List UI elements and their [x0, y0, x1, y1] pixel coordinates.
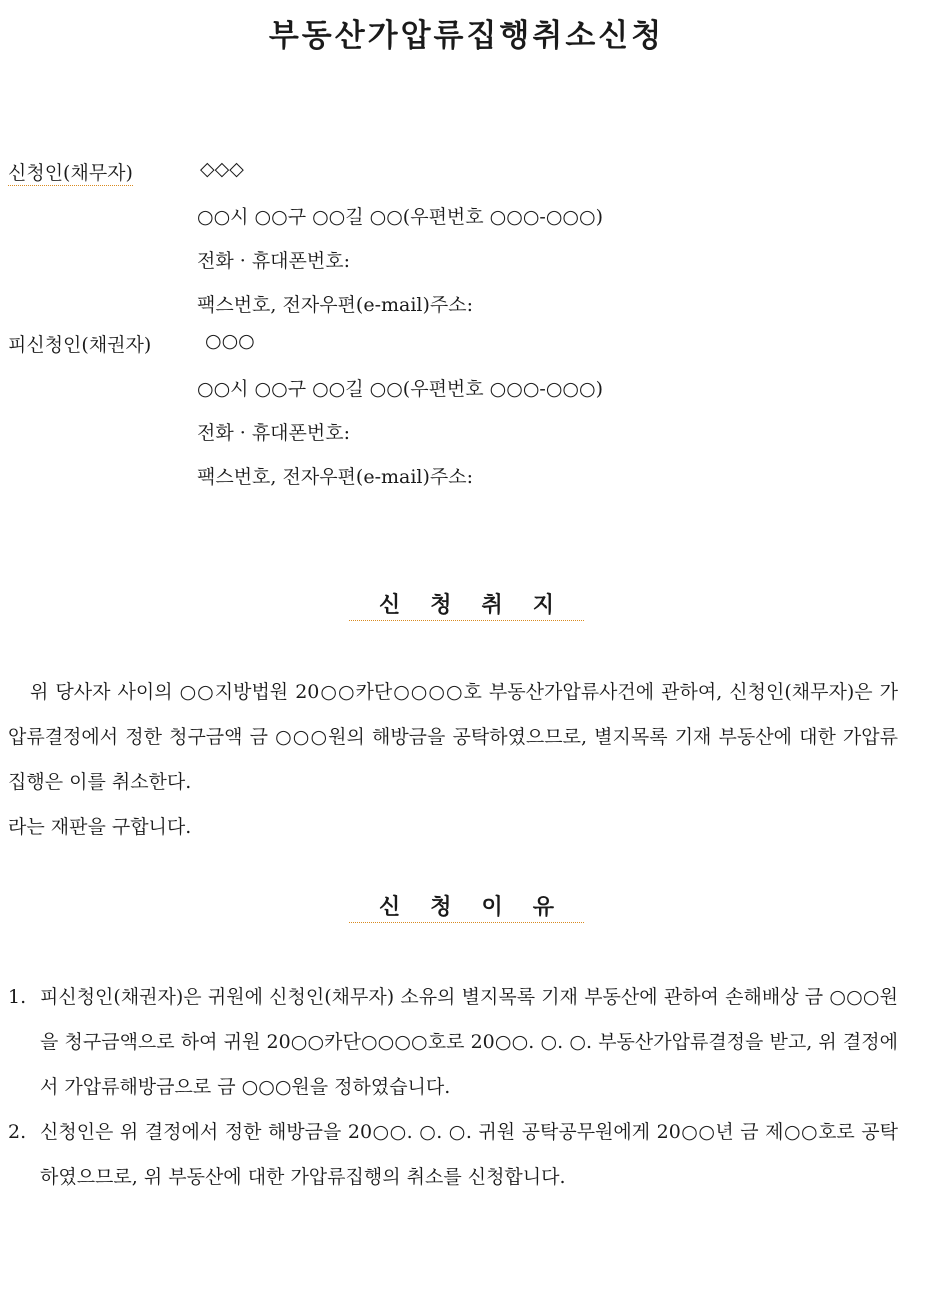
respondent-role: 피신청인(채권자) — [8, 334, 152, 356]
reasons-heading-text: 신청이유 — [349, 894, 584, 923]
applicant-phone: 전화 · 휴대폰번호: — [197, 250, 350, 272]
purpose-text: 위 당사자 사이의 ○○지방법원 20○○카단○○○○호 부동산가압류사건에 관하여, 신청인(채무자)은 가압류결정에서 정한 청구금액 금 ○○○원의 해방금을 공탁하였으므로, 별지목록 기재 부동산에 대한 가압류집행은 이를 취소한다. — [8, 681, 898, 793]
list-item-text: 피신청인(채권자)은 귀원에 신청인(채무자) 소유의 별지목록 기재 부동산에 관하여 손해배상 금 ○○○원을 청구금액으로 하여 귀원 20○○카단○○○○호로 20○○. ○. ○. 부동산가압류결정을 받고, 위 결정에서 가압류해방금으로 금 ○○○원을 정하였습니다. — [40, 986, 898, 1098]
list-item — [8, 975, 898, 1110]
reasons-list — [8, 975, 898, 1200]
purpose-heading — [0, 588, 933, 619]
applicant-fax: 팩스번호, 전자우편(e-mail)주소: — [197, 294, 474, 316]
purpose-closing: 라는 재판을 구합니다. — [8, 816, 192, 838]
respondent-name: ○○○ — [205, 330, 255, 352]
respondent-fax: 팩스번호, 전자우편(e-mail)주소: — [197, 466, 474, 488]
applicant-name: ◇◇◇ — [200, 158, 244, 180]
purpose-body — [8, 670, 898, 850]
list-item-number: 1. — [8, 986, 27, 1008]
purpose-heading-text: 신청취지 — [349, 592, 584, 621]
applicant-role-label: 신청인(채무자) — [8, 162, 133, 184]
list-item — [8, 1110, 898, 1200]
applicant-role — [8, 158, 133, 185]
respondent-address: ○○시 ○○구 ○○길 ○○(우편번호 ○○○-○○○) — [197, 378, 603, 400]
list-item-text: 신청인은 위 결정에서 정한 해방금을 20○○. ○. ○. 귀원 공탁공무원에게 20○○년 금 제○○호로 공탁하였으므로, 위 부동산에 대한 가압류집행의 취소를 신청합니다. — [40, 1121, 898, 1188]
reasons-heading — [0, 890, 933, 921]
list-item-number: 2. — [8, 1121, 27, 1143]
document-title: 부동산가압류집행취소신청 — [268, 18, 665, 54]
applicant-address: ○○시 ○○구 ○○길 ○○(우편번호 ○○○-○○○) — [197, 206, 603, 228]
respondent-phone: 전화 · 휴대폰번호: — [197, 422, 350, 444]
